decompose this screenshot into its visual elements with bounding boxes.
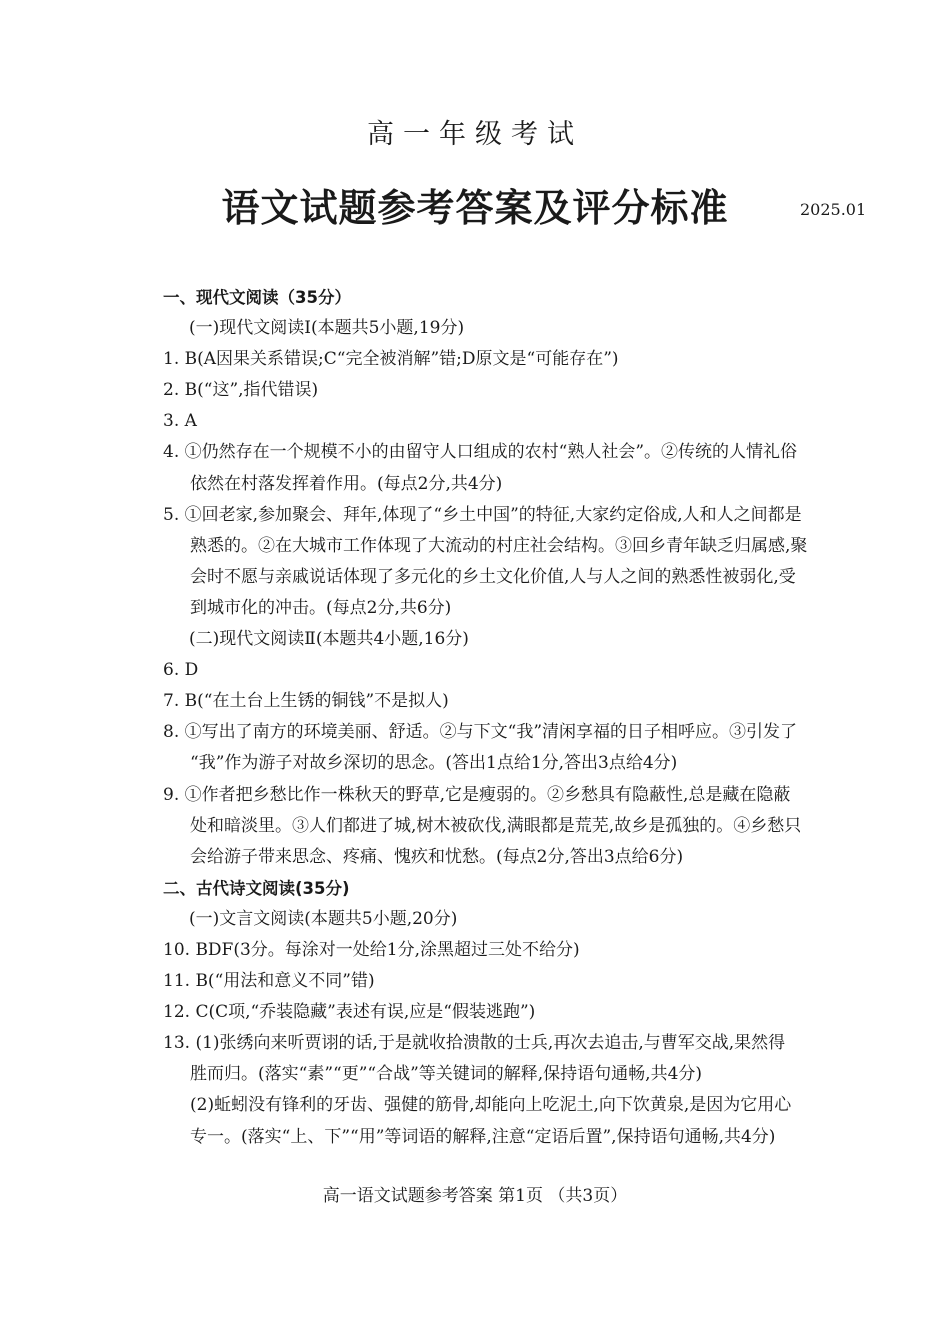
answer-item: 7. B(“在土台上生锈的铜钱”不是拟人) xyxy=(163,691,449,712)
answer-item: (2)蚯蚓没有锋利的牙齿、强健的筋骨,却能向上吃泥土,向下饮黄泉,是因为它用心 xyxy=(190,1095,792,1116)
answer-item: 10. BDF(3分。每涂对一处给1分,涂黑超过三处不给分) xyxy=(163,939,580,960)
subsection-heading: (二)现代文阅读Ⅱ(本题共4小题,16分) xyxy=(189,629,469,650)
answer-continuation: 熟悉的。②在大城市工作体现了大流动的村庄社会结构。③回乡青年缺乏归属感,聚 xyxy=(190,535,808,556)
section-heading: 二、古代诗文阅读(35分) xyxy=(163,878,350,898)
answer-continuation: 到城市化的冲击。(每点2分,共6分) xyxy=(190,597,452,618)
answer-continuation: 会时不愿与亲戚说话体现了多元化的乡土文化价值,人与人之间的熟悉性被弱化,受 xyxy=(190,566,796,587)
exam-date: 2025.01 xyxy=(800,200,867,219)
page-title: 语文试题参考答案及评分标准 xyxy=(221,185,729,230)
answer-item: 4. ①仍然存在一个规模不小的由留守人口组成的农村“熟人社会”。②传统的人情礼俗 xyxy=(163,442,798,463)
answer-item: 6. D xyxy=(163,660,199,681)
subsection-heading: (一)文言文阅读(本题共5小题,20分) xyxy=(189,908,458,929)
answer-continuation: 专一。(落实“上、下”“用”等词语的解释,注意“定语后置”,保持语句通畅,共4分) xyxy=(190,1126,776,1147)
subsection-heading: (一)现代文阅读Ⅰ(本题共5小题,19分) xyxy=(189,318,465,339)
answer-item: 11. B(“用法和意义不同”错) xyxy=(163,971,375,992)
answer-continuation: 依然在村落发挥着作用。(每点2分,共4分) xyxy=(190,473,503,494)
answer-item: 2. B(“这”,指代错误) xyxy=(163,380,319,401)
answer-item: 9. ①作者把乡愁比作一株秋天的野草,它是瘦弱的。②乡愁具有隐蔽性,总是藏在隐蔽 xyxy=(163,784,791,805)
answer-item: 5. ①回老家,参加聚会、拜年,体现了“乡土中国”的特征,大家约定俗成,人和人之间都是 xyxy=(163,504,802,525)
page-footer: 高一语文试题参考答案 第1页 （共3页） xyxy=(322,1186,628,1206)
answer-item: 8. ①写出了南方的环境美丽、舒适。②与下文“我”清闲享福的日子相呼应。③引发了 xyxy=(163,722,798,743)
answer-content xyxy=(163,282,863,1153)
answer-continuation: 会给游子带来思念、疼痛、愧疚和忧愁。(每点2分,答出3点给6分) xyxy=(190,846,684,867)
section-heading: 一、现代文阅读（35分） xyxy=(163,288,351,307)
exam-subtitle: 高一年级考试 xyxy=(367,119,583,150)
answer-continuation: 处和暗淡里。③人们都进了城,树木被砍伐,满眼都是荒芜,故乡是孤独的。④乡愁只 xyxy=(190,815,802,836)
answer-continuation: 胜而归。(落实“素”“更”“合战”等关键词的解释,保持语句通畅,共4分) xyxy=(190,1064,703,1085)
answer-item: 3. A xyxy=(163,411,197,432)
answer-continuation: “我”作为游子对故乡深切的思念。(答出1点给1分,答出3点给4分) xyxy=(190,753,678,774)
answer-item: 12. C(C项,“乔装隐藏”表述有误,应是“假装逃跑”) xyxy=(163,1002,536,1023)
answer-item: 13. (1)张绣向来听贾诩的话,于是就收拾溃散的士兵,再次去追击,与曹军交战,果然得 xyxy=(163,1033,786,1054)
answer-item: 1. B(A因果关系错误;C“完全被消解”错;D原文是“可能存在”) xyxy=(163,349,619,370)
